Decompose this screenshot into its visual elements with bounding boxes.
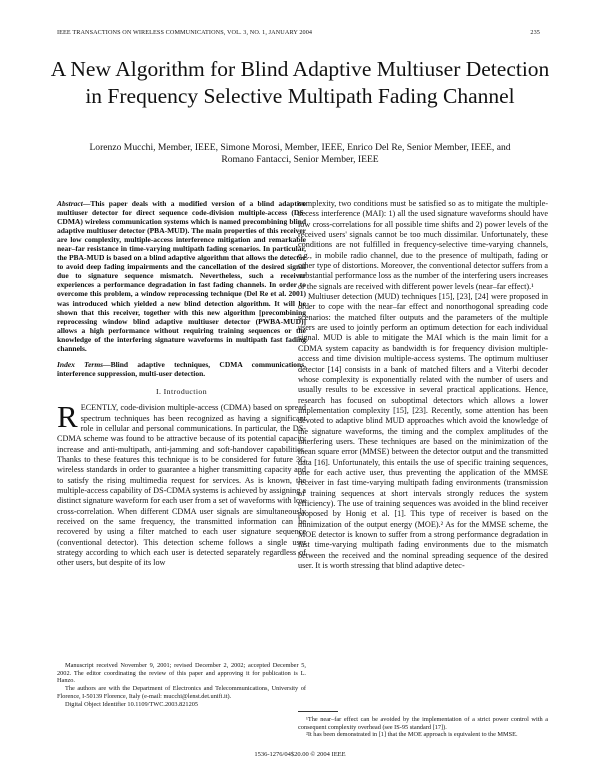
body-paragraph-2: Multiuser detection (MUD) techniques [15], [23], [24] were proposed in order to cope with the near–far effect and nonorthogonal spreading code scenarios: the matched filter outputs and the parameters of the multiple users are used to jointly perform an optimum detection for each individual signal. MUD is able to mitigate the MAI which is the main limit for a CDMA system capacity as bandwidth is for frequency division multiple-access and time division multiple-access systems. The optimum multiuser detector [14] consists in a bank of matched filters and a Viterbi decoder whose complexity is exponentially related with the number of users and usually results to be excessive in several practical applications. Hence, research has focused on suboptimal detectors which allows a lower implementation complexity [15], [23]. Recently, some attention has been devoted to adaptive blind MUD approaches which avoid the knowledge of the signature waveforms, the timing and the complex amplitudes of the interfering users. These techniques are based on the minimization of the mean square error (MMSE) between the detector output and the transmitted data [16]. Unfortunately, this entails the use of specific training sequences, one for each active user, thus preventing the application of the MMSE receiver in fast time-varying multipath fading environments (transmission of training sequences at short intervals strongly reduces the system efficiency). The use of training sequences was avoided in the blind receiver proposed by Honig et al. [1]. This type of receiver is based on the minimization of the output energy (MOE).² As for the MMSE scheme, the MOE detector is known to suffer from a strong performance degradation in fast time-varying multipath fading environments due to the mismatch between the received and the nominal spreading sequence of the desired user. It is worth stressing that blind adaptive detec-: [298, 292, 548, 571]
right-column: [298, 199, 548, 571]
intro-paragraph: [57, 399, 306, 569]
section-heading: I. Introduction: [155, 386, 208, 396]
page-number: 235: [530, 29, 540, 36]
author-list: [40, 142, 560, 166]
abstract: [57, 199, 306, 353]
manuscript-note: Manuscript received November 9, 2001; revised December 2, 2002; accepted December 5, 2002. The editor coordinating the review of this paper and approving it for publication is L. Hanzo.: [57, 662, 306, 685]
right-footnotes: [298, 716, 548, 739]
abstract-label: Abstract—: [57, 199, 91, 208]
running-head: [57, 29, 540, 36]
left-column: [57, 199, 306, 569]
authors-line-1: Lorenzo Mucchi, Member, IEEE, Simone Morosi, Member, IEEE, Enrico Del Re, Senior Member, IEEE, and: [89, 142, 511, 153]
footnote-1: ¹The near–far effect can be avoided by the implementation of a strict power control with a consequent complexity overhead (see IS-95 standard [17]).: [298, 716, 548, 731]
authors-line-2: Romano Fantacci, Senior Member, IEEE: [221, 154, 379, 165]
doi-note: Digital Object Identifier 10.1109/TWC.2003.821205: [65, 700, 199, 708]
intro-text: ECENTLY, code-division multiple-access (CDMA) based on spread spectrum techniques has been recognized as having a significant role in cellular and personal communications. In particular, the DS-CDMA scheme was found to be attractive because of its potential capacity increase and anti-multipath, anti-jamming and soft-handover capabilities. Thanks to these features this technique is to be considered for future 3G wireless standards in order to guarantee a higher transmitting capacity and to satisfy the rising multimedia request for services. As is known, the multiple-access capability of DS-CDMA systems is achieved by assigning a distinct signature waveform for each user from a set of waveforms with low cross-correlation. When different CDMA user signals are simultaneously received on the same frequency, the transmitted information can be recovered by using a filter matched to each user signature sequence (conventional detector). This detection scheme follows a single user strategy according to which each user is detected separately regardless of other users, but despite of its low: [57, 403, 306, 568]
affiliation-note: The authors are with the Department of Electronics and Telecommunications, University of Florence, I-50139 Florence, Italy (e-mail: mucchi@lenst.det.unifi.it).: [57, 685, 306, 700]
drop-cap: R: [57, 399, 78, 435]
left-footnotes: [57, 662, 306, 708]
journal-name: IEEE TRANSACTIONS ON WIRELESS COMMUNICATIONS, VOL. 3, NO. 1, JANUARY 2004: [57, 29, 313, 36]
copyright-line: 1536-1276/04$20.00 © 2004 IEEE: [254, 751, 346, 758]
index-terms-label: Index Terms—: [57, 359, 111, 369]
paper-title: A New Algorithm for Blind Adaptive Multiuser Detection in Frequency Selective Multipath Fading Channel: [50, 57, 550, 108]
abstract-text: This paper deals with a modified version of a blind adaptive multiuser detector for direct sequence code-division multiple-access (DS-CDMA) wireless communication systems which is named precombining blind adaptive multiuser detector (PBA-MUD). The main properties of this receiver are low complexity, multiple-access interference mitigation and remarkable near–far resistance in time-varying multipath fading scenarios. In particular, the PBA-MUD is based on a blind adaptive algorithm that allows the detector to avoid deep fading impairments and the cancellation of the desired signal due to signature sequence mismatch. Nevertheless, such a receiver experiences a performance degradation in fast fading channels. In order to overcome this problem, a window reprocessing technique (Del Re et al. 2001) was introduced which yielded a new blind detection algorithm. It will be shown that this receiver, together with this new algorithm [precombining reprocessing window blind adaptive multiuser detector (PWBA-MUD)] allows a high performance without requiring training sequences or the knowledge of the interfering signature waveforms in multipath fast fading channels.: [57, 199, 306, 353]
footnote-rule: [298, 711, 338, 712]
body-paragraph-1: complexity, two conditions must be satisfied so as to mitigate the multiple-access interference (MAI): 1) all the used signature waveforms should have low cross-correlations for all possible time shifts and 2) power levels of the received users' signals cannot be too much dissimilar. Unfortunately, these conditions are not fulfilled in frequency-selective time-varying channels, e.g., in mobile radio channel, due to the presence of multipath, fading or other type of distortions. Moreover, the conventional detector suffers from a substantial performance loss as the number of the interfering users increases or the signals are received with different power levels (near–far effect).¹: [298, 199, 548, 291]
index-terms: [57, 360, 306, 378]
footnote-2: ²It has been demonstrated in [1] that the MOE approach is equivalent to the MMSE.: [306, 731, 518, 739]
index-terms-text: Blind adaptive techniques, CDMA communications, interference suppression, multi-user detection.: [57, 359, 306, 378]
